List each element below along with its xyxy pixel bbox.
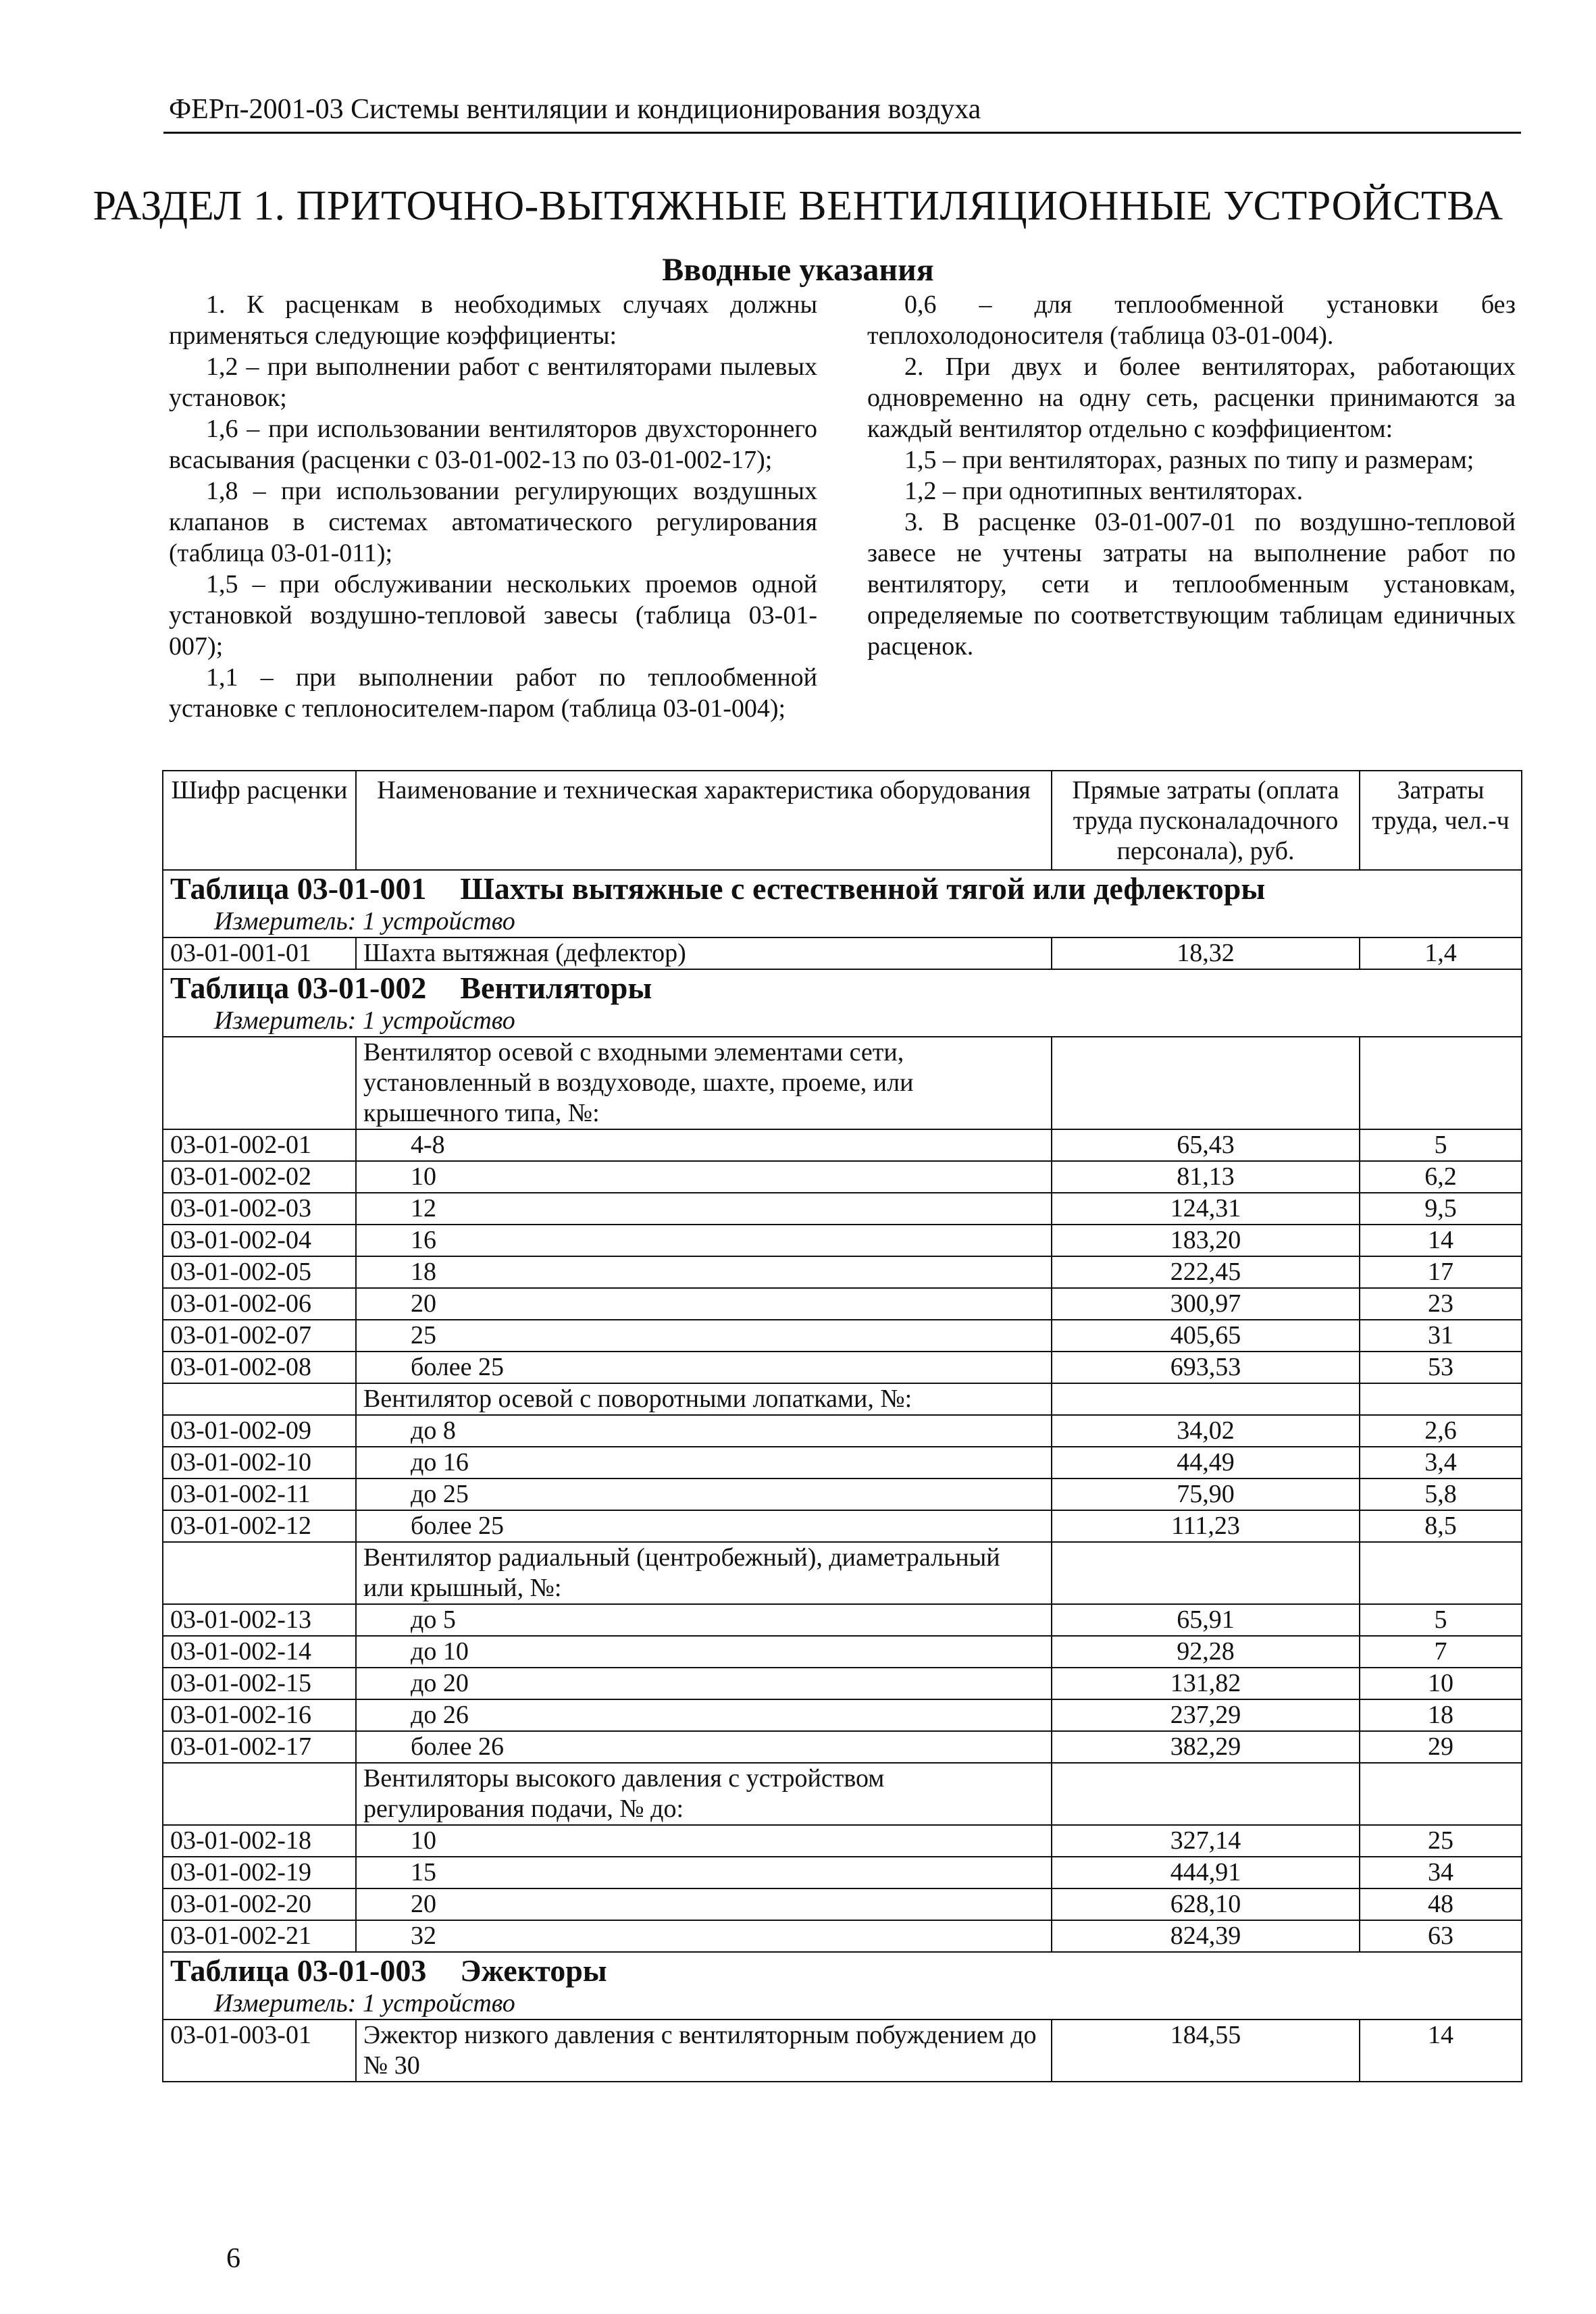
rate-code: 03-01-002-21 <box>163 1920 356 1952</box>
rate-direct-cost: 327,14 <box>1052 1825 1360 1857</box>
rate-labor-cost: 3,4 <box>1360 1447 1522 1479</box>
table-row <box>163 1256 1522 1288</box>
rate-direct-cost: 444,91 <box>1052 1857 1360 1888</box>
rate-name: 10 <box>356 1161 1052 1193</box>
table-row <box>163 1225 1522 1256</box>
intro-paragraph: 1,2 – при выполнении работ с вентиляторами пылевых установок; <box>169 353 817 412</box>
rate-code: 03-01-002-14 <box>163 1636 356 1668</box>
table-row <box>163 1352 1522 1383</box>
rate-name: до 25 <box>356 1479 1052 1510</box>
table-row <box>163 1731 1522 1763</box>
table-row <box>163 1604 1522 1636</box>
table-row <box>163 1510 1522 1542</box>
rate-labor-cost: 10 <box>1360 1668 1522 1699</box>
rate-code: 03-01-002-03 <box>163 1193 356 1225</box>
measure-row <box>163 1006 1522 1037</box>
rate-name: более 25 <box>356 1352 1052 1383</box>
table-title: Вентиляторы <box>460 971 652 1005</box>
rate-labor-cost: 29 <box>1360 1731 1522 1763</box>
rate-code: 03-01-002-17 <box>163 1731 356 1763</box>
measure-label: Измеритель: <box>214 907 357 935</box>
table-row <box>163 1129 1522 1161</box>
rates-table <box>162 770 1522 2082</box>
table-row <box>163 1193 1522 1225</box>
rate-code: 03-01-002-07 <box>163 1320 356 1352</box>
rate-code: 03-01-002-16 <box>163 1699 356 1731</box>
rate-labor-cost: 14 <box>1360 1225 1522 1256</box>
group-title: Вентилятор осевой с входными элементами сети, установленный в воздуховоде, шахте, проеме, или крышечного типа, №: <box>356 1037 1052 1129</box>
measure-value: 1 устройство <box>362 1989 515 2017</box>
table-row <box>163 1920 1522 1952</box>
group-title: Вентилятор осевой с поворотными лопатками, №: <box>356 1383 1052 1415</box>
rate-direct-cost: 824,39 <box>1052 1920 1360 1952</box>
rate-code: 03-01-002-01 <box>163 1129 356 1161</box>
rate-name: Эжектор низкого давления с вентиляторным побуждением до № 30 <box>356 2020 1052 2082</box>
rate-name: до 20 <box>356 1668 1052 1699</box>
rate-code: 03-01-002-05 <box>163 1256 356 1288</box>
intro-paragraph: 0,6 – для теплообменной установки без теплохолодоносителя (таблица 03-01-004). <box>867 290 1516 350</box>
rate-direct-cost: 65,91 <box>1052 1604 1360 1636</box>
rate-code: 03-01-002-09 <box>163 1415 356 1447</box>
intro-paragraph: 1,6 – при использовании вентиляторов двухстороннего всасывания (расценки с 03-01-002-13 по 03-01-002-17); <box>169 415 817 474</box>
measure-label: Измеритель: <box>214 1989 357 2017</box>
rate-labor-cost: 18 <box>1360 1699 1522 1731</box>
rate-labor-cost: 17 <box>1360 1256 1522 1288</box>
rate-direct-cost: 222,45 <box>1052 1256 1360 1288</box>
rate-labor-cost: 1,4 <box>1360 937 1522 969</box>
intro-paragraph: 1,1 – при выполнении работ по теплообменной установке с теплоносителем-паром (таблица 03-01-004); <box>169 663 817 723</box>
section-title: РАЗДЕЛ 1. ПРИТОЧНО-ВЫТЯЖНЫЕ ВЕНТИЛЯЦИОННЫЕ УСТРОЙСТВА <box>93 183 1503 229</box>
measure-row <box>163 906 1522 937</box>
rate-name: 15 <box>356 1857 1052 1888</box>
table-row <box>163 1699 1522 1731</box>
header-name: Наименование и техническая характеристика оборудования <box>356 771 1052 870</box>
rate-direct-cost: 628,10 <box>1052 1888 1360 1920</box>
table-row <box>163 1479 1522 1510</box>
rate-labor-cost: 34 <box>1360 1857 1522 1888</box>
table-section-03-01-003 <box>163 1952 1522 2082</box>
group-title-row <box>163 1542 1522 1604</box>
rate-name: 20 <box>356 1888 1052 1920</box>
rate-name: до 16 <box>356 1447 1052 1479</box>
rate-labor-cost: 2,6 <box>1360 1415 1522 1447</box>
rate-direct-cost: 184,55 <box>1052 2020 1360 2082</box>
rate-name: Шахта вытяжная (дефлектор) <box>356 937 1052 969</box>
rate-code: 03-01-002-12 <box>163 1510 356 1542</box>
rate-labor-cost: 63 <box>1360 1920 1522 1952</box>
rate-direct-cost: 405,65 <box>1052 1320 1360 1352</box>
rate-direct-cost: 34,02 <box>1052 1415 1360 1447</box>
rate-labor-cost: 23 <box>1360 1288 1522 1320</box>
table-header-row <box>163 771 1522 870</box>
table-row <box>163 1288 1522 1320</box>
rate-direct-cost: 65,43 <box>1052 1129 1360 1161</box>
rate-code: 03-01-002-08 <box>163 1352 356 1383</box>
intro-left-column <box>169 289 817 724</box>
measure-label: Измеритель: <box>214 1006 357 1035</box>
rate-name: 10 <box>356 1825 1052 1857</box>
table-title: Эжекторы <box>460 1953 607 1988</box>
rate-labor-cost: 25 <box>1360 1825 1522 1857</box>
group-title-row <box>163 1383 1522 1415</box>
rate-code: 03-01-001-01 <box>163 937 356 969</box>
table-row <box>163 2020 1522 2082</box>
rate-name: более 26 <box>356 1731 1052 1763</box>
table-number: Таблица 03-01-002 <box>170 971 427 1005</box>
table-title: Шахты вытяжные с естественной тягой или дефлекторы <box>460 871 1266 906</box>
rate-code: 03-01-002-20 <box>163 1888 356 1920</box>
table-number: Таблица 03-01-001 <box>170 871 427 906</box>
table-section-03-01-001 <box>163 870 1522 969</box>
rate-direct-cost: 44,49 <box>1052 1447 1360 1479</box>
header-labor-costs: Затраты труда, чел.-ч <box>1360 771 1522 870</box>
page-number: 6 <box>226 2243 240 2274</box>
measure-row <box>163 1988 1522 2020</box>
rate-labor-cost: 14 <box>1360 2020 1522 2082</box>
rate-name: до 10 <box>356 1636 1052 1668</box>
rate-labor-cost: 5 <box>1360 1604 1522 1636</box>
rate-labor-cost: 9,5 <box>1360 1193 1522 1225</box>
rate-labor-cost: 53 <box>1360 1352 1522 1383</box>
rate-labor-cost: 48 <box>1360 1888 1522 1920</box>
group-title-row <box>163 1763 1522 1825</box>
rate-labor-cost: 8,5 <box>1360 1510 1522 1542</box>
rate-direct-cost: 693,53 <box>1052 1352 1360 1383</box>
intro-right-column <box>867 289 1516 662</box>
table-title-row <box>163 969 1522 1006</box>
rate-name: 16 <box>356 1225 1052 1256</box>
measure-value: 1 устройство <box>362 1006 515 1035</box>
rate-direct-cost: 81,13 <box>1052 1161 1360 1193</box>
rate-code: 03-01-003-01 <box>163 2020 356 2082</box>
rate-name: более 25 <box>356 1510 1052 1542</box>
intro-paragraph: 1,8 – при использовании регулирующих воздушных клапанов в системах автоматического регулирования (таблица 03-01-011); <box>169 477 817 567</box>
rate-name: 25 <box>356 1320 1052 1352</box>
rate-name: 20 <box>356 1288 1052 1320</box>
table-row <box>163 1320 1522 1352</box>
intro-paragraph: 1,5 – при вентиляторах, разных по типу и размерам; <box>904 446 1474 474</box>
rate-code: 03-01-002-13 <box>163 1604 356 1636</box>
rate-code: 03-01-002-02 <box>163 1161 356 1193</box>
intro-paragraph: 1,2 – при однотипных вентиляторах. <box>904 477 1304 505</box>
rate-code: 03-01-002-06 <box>163 1288 356 1320</box>
rate-code: 03-01-002-10 <box>163 1447 356 1479</box>
table-row <box>163 1857 1522 1888</box>
rate-name: до 5 <box>356 1604 1052 1636</box>
rate-name: 32 <box>356 1920 1052 1952</box>
intro-paragraph: 2. При двух и более вентиляторах, работающих одновременно на одну сеть, расценки принимаются за каждый вентилятор отдельно с коэффициентом: <box>867 353 1516 443</box>
rate-code: 03-01-002-19 <box>163 1857 356 1888</box>
rate-labor-cost: 7 <box>1360 1636 1522 1668</box>
table-row <box>163 1415 1522 1447</box>
group-title-row <box>163 1037 1522 1129</box>
header-rule <box>163 132 1521 134</box>
rate-code: 03-01-002-18 <box>163 1825 356 1857</box>
rate-code: 03-01-002-15 <box>163 1668 356 1699</box>
group-title: Вентиляторы высокого давления с устройством регулирования подачи, № до: <box>356 1763 1052 1825</box>
table-row <box>163 1161 1522 1193</box>
table-row <box>163 1636 1522 1668</box>
rate-labor-cost: 31 <box>1360 1320 1522 1352</box>
rate-labor-cost: 5,8 <box>1360 1479 1522 1510</box>
rate-code: 03-01-002-04 <box>163 1225 356 1256</box>
measure-value: 1 устройство <box>362 907 515 935</box>
rate-name: 4-8 <box>356 1129 1052 1161</box>
table-row <box>163 1447 1522 1479</box>
table-row <box>163 1888 1522 1920</box>
rate-direct-cost: 382,29 <box>1052 1731 1360 1763</box>
rate-name: 18 <box>356 1256 1052 1288</box>
table-title-row <box>163 870 1522 906</box>
rate-direct-cost: 237,29 <box>1052 1699 1360 1731</box>
rate-direct-cost: 183,20 <box>1052 1225 1360 1256</box>
rate-direct-cost: 300,97 <box>1052 1288 1360 1320</box>
rate-name: до 26 <box>356 1699 1052 1731</box>
rate-direct-cost: 75,90 <box>1052 1479 1360 1510</box>
group-title: Вентилятор радиальный (центробежный), диаметральный или крышный, №: <box>356 1542 1052 1604</box>
rate-labor-cost: 6,2 <box>1360 1161 1522 1193</box>
intro-paragraph: 1,5 – при обслуживании нескольких проемов одной установкой воздушно-тепловой завесы (таблица 03-01-007); <box>169 570 817 661</box>
intro-title: Вводные указания <box>662 252 934 288</box>
header-direct-costs: Прямые затраты (оплата труда пусконаладочного персонала), руб. <box>1052 771 1360 870</box>
table-row <box>163 937 1522 969</box>
rate-direct-cost: 18,32 <box>1052 937 1360 969</box>
rate-direct-cost: 124,31 <box>1052 1193 1360 1225</box>
table-number: Таблица 03-01-003 <box>170 1953 427 1988</box>
header-code: Шифр расценки <box>163 771 356 870</box>
rate-name: до 8 <box>356 1415 1052 1447</box>
running-header: ФЕРп-2001-03 Системы вентиляции и кондиционирования воздуха <box>169 94 981 125</box>
rate-direct-cost: 131,82 <box>1052 1668 1360 1699</box>
intro-paragraph: 3. В расценке 03-01-007-01 по воздушно-тепловой завесе не учтены затраты на выполнение работ по вентилятору, сети и теплообменным установкам, определяемые по соответствующим таблицам единичных расценок. <box>867 508 1516 661</box>
rate-direct-cost: 111,23 <box>1052 1510 1360 1542</box>
table-section-03-01-002 <box>163 969 1522 1952</box>
rate-direct-cost: 92,28 <box>1052 1636 1360 1668</box>
table-row <box>163 1825 1522 1857</box>
rate-labor-cost: 5 <box>1360 1129 1522 1161</box>
table-title-row <box>163 1952 1522 1988</box>
rate-name: 12 <box>356 1193 1052 1225</box>
intro-paragraph: 1. К расценкам в необходимых случаях должны применяться следующие коэффициенты: <box>169 290 817 350</box>
table-row <box>163 1668 1522 1699</box>
rate-code: 03-01-002-11 <box>163 1479 356 1510</box>
